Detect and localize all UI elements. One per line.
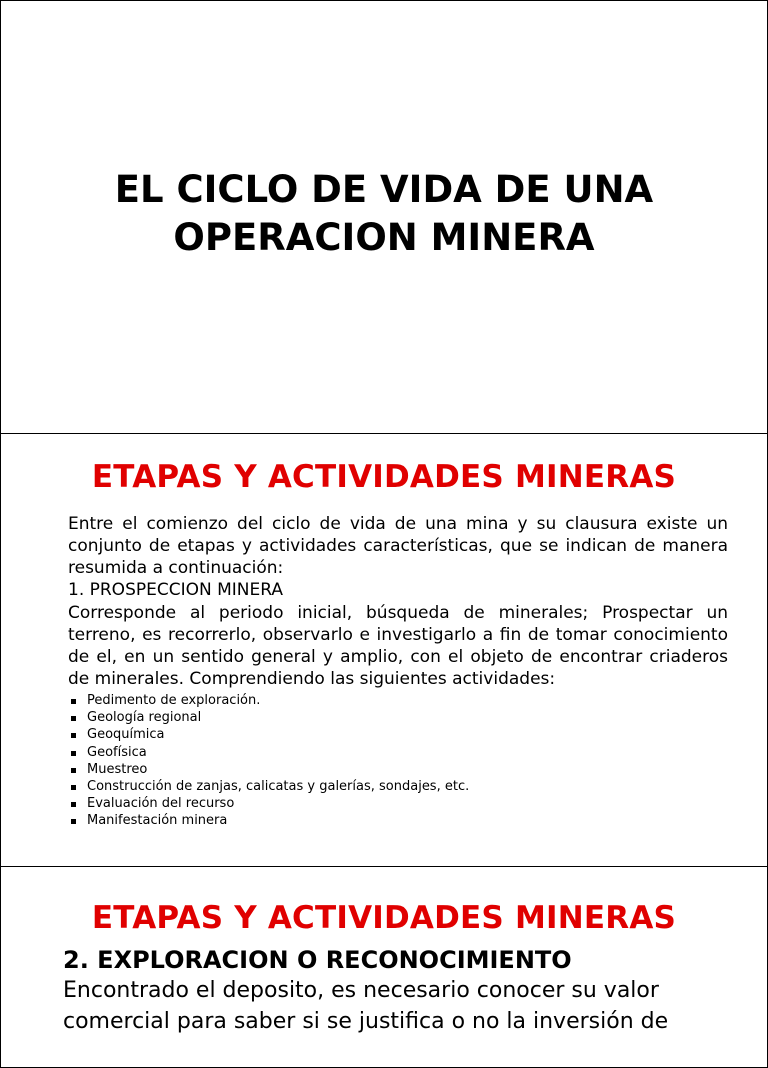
slide-2 (0, 433, 768, 867)
list-item: Pedimento de exploración. (68, 692, 728, 709)
list-item: Geología regional (68, 709, 728, 726)
section-paragraph: Corresponde al periodo inicial, búsqueda de minerales; Prospectar un terreno, es recorrerlo, observarlo e investigarlo a fin de tomar conocimiento de el, en un sentido general y amplio, con el objeto de encontrar criaderos de minerales. Comprendiendo las siguientes actividades: (68, 603, 728, 689)
section-paragraph-line-1: Encontrado el deposito, es necesario conocer su valor (63, 978, 659, 1003)
slide-title-line-1: EL CICLO DE VIDA DE UNA (114, 168, 654, 211)
list-item: Evaluación del recurso (68, 795, 728, 812)
slide-3 (0, 866, 768, 1068)
slide-heading: ETAPAS Y ACTIVIDADES MINERAS (91, 900, 677, 936)
list-item: Muestreo (68, 761, 728, 778)
slide-body (63, 945, 733, 1037)
list-item: Geoquímica (68, 726, 728, 743)
slide-heading: ETAPAS Y ACTIVIDADES MINERAS (91, 459, 677, 495)
slide-title (1, 166, 767, 262)
intro-paragraph: Entre el comienzo del ciclo de vida de una mina y su clausura existe un conjunto de etapas y actividades características, que se indican de manera resumida a continuación: (68, 514, 728, 578)
slide-title-line-2: OPERACION MINERA (173, 216, 595, 259)
list-item: Geofísica (68, 744, 728, 761)
section-paragraph-line-2: comercial para saber si se justifica o no la inversión de (63, 1009, 669, 1034)
slide-body (68, 513, 728, 830)
list-item: Manifestación minera (68, 812, 728, 829)
slide-1 (0, 0, 768, 434)
section-title-prospeccion: 1. PROSPECCION MINERA (68, 580, 283, 600)
activities-list (68, 692, 728, 830)
section-title-exploracion: 2. EXPLORACION O RECONOCIMIENTO (63, 946, 572, 974)
list-item: Construcción de zanjas, calicatas y galerías, sondajes, etc. (68, 778, 728, 795)
